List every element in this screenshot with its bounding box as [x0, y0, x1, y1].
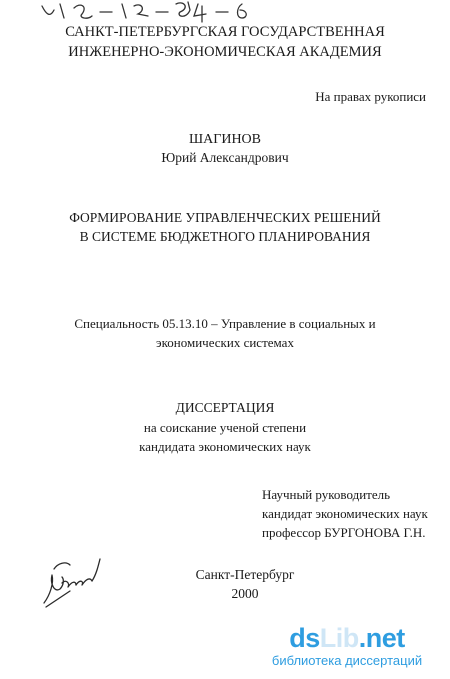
dslib-watermark [258, 624, 436, 669]
advisor-line-2: кандидат экономических наук [262, 506, 428, 521]
watermark-subtitle: библиотека диссертаций [271, 653, 423, 668]
rights-note: На правах рукописи [315, 89, 426, 104]
logo-part-lib: Lib [319, 623, 359, 653]
advisor-line-3: профессор БУРГОНОВА Г.Н. [262, 525, 426, 540]
city: Санкт-Петербург [195, 567, 295, 582]
dissertation-title-line-1: ФОРМИРОВАНИЕ УПРАВЛЕНЧЕСКИХ РЕШЕНИЙ [69, 210, 381, 225]
author-surname: ШАГИНОВ [189, 132, 261, 147]
logo-part-net: .net [358, 623, 405, 653]
handwritten-catalog-number [30, 0, 270, 26]
degree-line-1: на соискание ученой степени [143, 420, 307, 435]
institution-line-1: САНКТ-ПЕТЕРБУРГСКАЯ ГОСУДАРСТВЕННАЯ [65, 24, 385, 40]
institution-line-2: ИНЖЕНЕРНО-ЭКОНОМИЧЕСКАЯ АКАДЕМИЯ [68, 44, 382, 60]
specialty-line-2: экономических системах [156, 335, 294, 350]
author-given-names: Юрий Александрович [161, 150, 289, 165]
degree-line-2: кандидата экономических наук [139, 439, 311, 454]
logo-part-ds: ds [289, 623, 320, 653]
dissertation-title-line-2: В СИСТЕМЕ БЮДЖЕТНОГО ПЛАНИРОВАНИЯ [79, 229, 371, 244]
year: 2000 [231, 586, 259, 601]
dslib-logo [258, 624, 436, 652]
specialty-line-1: Специальность 05.13.10 – Управление в социальных и [74, 316, 376, 331]
document-type-heading: ДИССЕРТАЦИЯ [175, 400, 275, 415]
advisor-line-1: Научный руководитель [262, 487, 391, 502]
